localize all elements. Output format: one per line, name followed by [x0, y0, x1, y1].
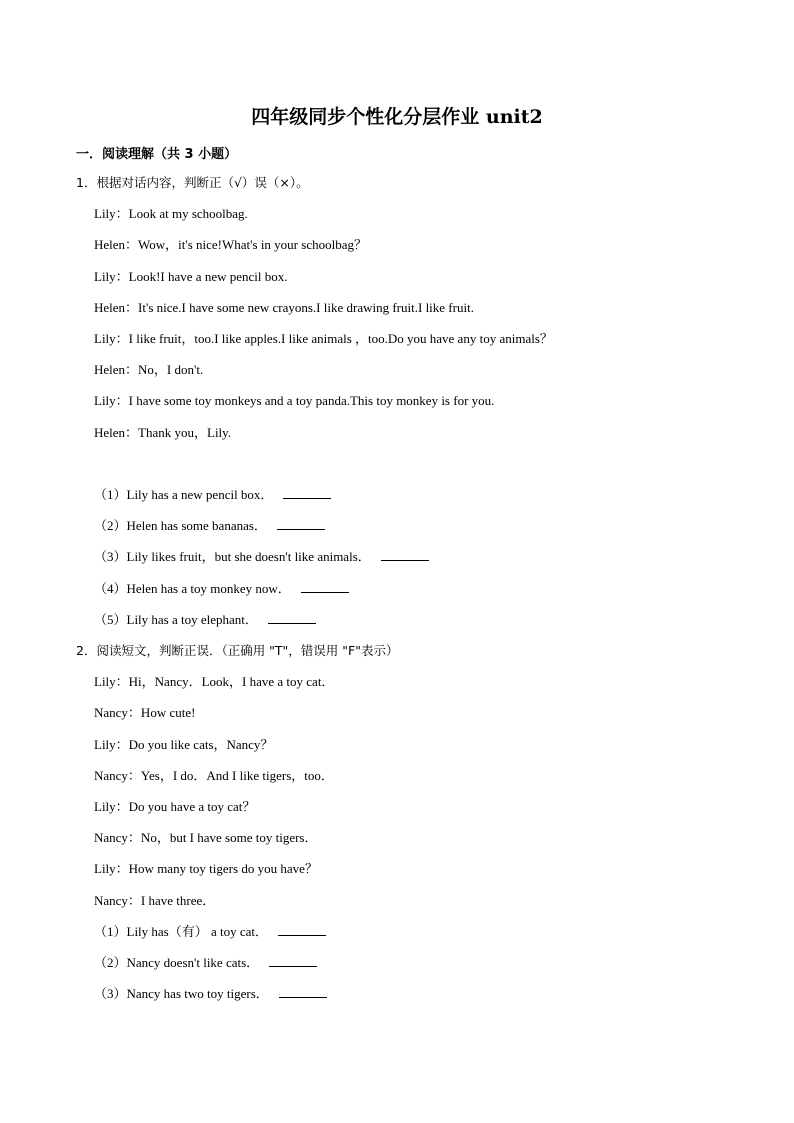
q1-dialog-line: Helen：No，I don't.: [94, 362, 204, 377]
q1-item: [94, 580, 349, 598]
q2-dialog-line: Lily：How many toy tigers do you have？: [94, 861, 318, 876]
q1-dialog-line: Helen：Thank you，Lily.: [94, 425, 232, 440]
q1-item-text: （5）Lily has a toy elephant．: [94, 612, 258, 627]
q1-dialog-line: Lily：I have some toy monkeys and a toy panda.This toy monkey is for you.: [94, 393, 495, 408]
page-title: 四年级同步个性化分层作业 unit2: [251, 106, 543, 128]
q1-item: [94, 486, 331, 504]
answer-blank[interactable]: [278, 923, 326, 936]
q2-dialog-line: Nancy：I have three．: [94, 893, 216, 908]
q2-dialog-line: Lily：Do you like cats，Nancy？: [94, 737, 274, 752]
q2-item: [94, 923, 326, 941]
answer-blank[interactable]: [301, 580, 349, 593]
q2-item-text: （1）Lily has（有） a toy cat．: [94, 924, 269, 939]
q1-dialog-line: Lily：Look at my schoolbag.: [94, 206, 248, 221]
q2-item: [94, 954, 317, 972]
answer-blank[interactable]: [283, 486, 331, 499]
section-heading: 一．阅读理解（共 3 小题）: [76, 147, 238, 162]
answer-blank[interactable]: [277, 517, 325, 530]
question-1-heading: 1．根据对话内容，判断正（√）误（×）。: [76, 175, 309, 190]
q1-item-text: （4）Helen has a toy monkey now．: [94, 581, 291, 596]
q1-item-text: （1）Lily has a new pencil box．: [94, 487, 274, 502]
q2-dialog-line: Nancy：How cute!: [94, 705, 196, 720]
q1-dialog-line: Helen：It's nice.I have some new crayons.I like drawing fruit.I like fruit.: [94, 300, 474, 315]
q1-dialog-line: Lily：Look!I have a new pencil box.: [94, 269, 288, 284]
answer-blank[interactable]: [269, 954, 317, 967]
answer-blank[interactable]: [381, 548, 429, 561]
q2-dialog-line: Lily：Hi，Nancy．Look，I have a toy cat．: [94, 674, 335, 689]
q2-item-text: （2）Nancy doesn't like cats．: [94, 955, 260, 970]
q2-item: [94, 985, 327, 1003]
q1-item-text: （3）Lily likes fruit，but she doesn't like animals．: [94, 549, 371, 564]
q1-dialog-line: Lily：I like fruit，too.I like apples.I like animals ，too.Do you have any toy animals？: [94, 331, 553, 346]
q1-item: [94, 517, 325, 535]
q1-item-text: （2）Helen has some bananas．: [94, 518, 267, 533]
answer-blank[interactable]: [268, 611, 316, 624]
question-2-heading: 2．阅读短文，判断正误．（正确用 "T"，错误用 "F"表示）: [76, 643, 399, 658]
q2-item-text: （3）Nancy has two toy tigers．: [94, 986, 269, 1001]
q1-item: [94, 548, 429, 566]
answer-blank[interactable]: [279, 985, 327, 998]
q2-dialog-line: Nancy：Yes，I do．And I like tigers，too．: [94, 768, 334, 783]
q1-item: [94, 611, 316, 629]
q2-dialog-line: Nancy：No，but I have some toy tigers．: [94, 830, 318, 845]
q1-dialog-line: Helen：Wow，it's nice!What's in your schoolbag？: [94, 237, 367, 252]
q2-dialog-line: Lily：Do you have a toy cat？: [94, 799, 256, 814]
